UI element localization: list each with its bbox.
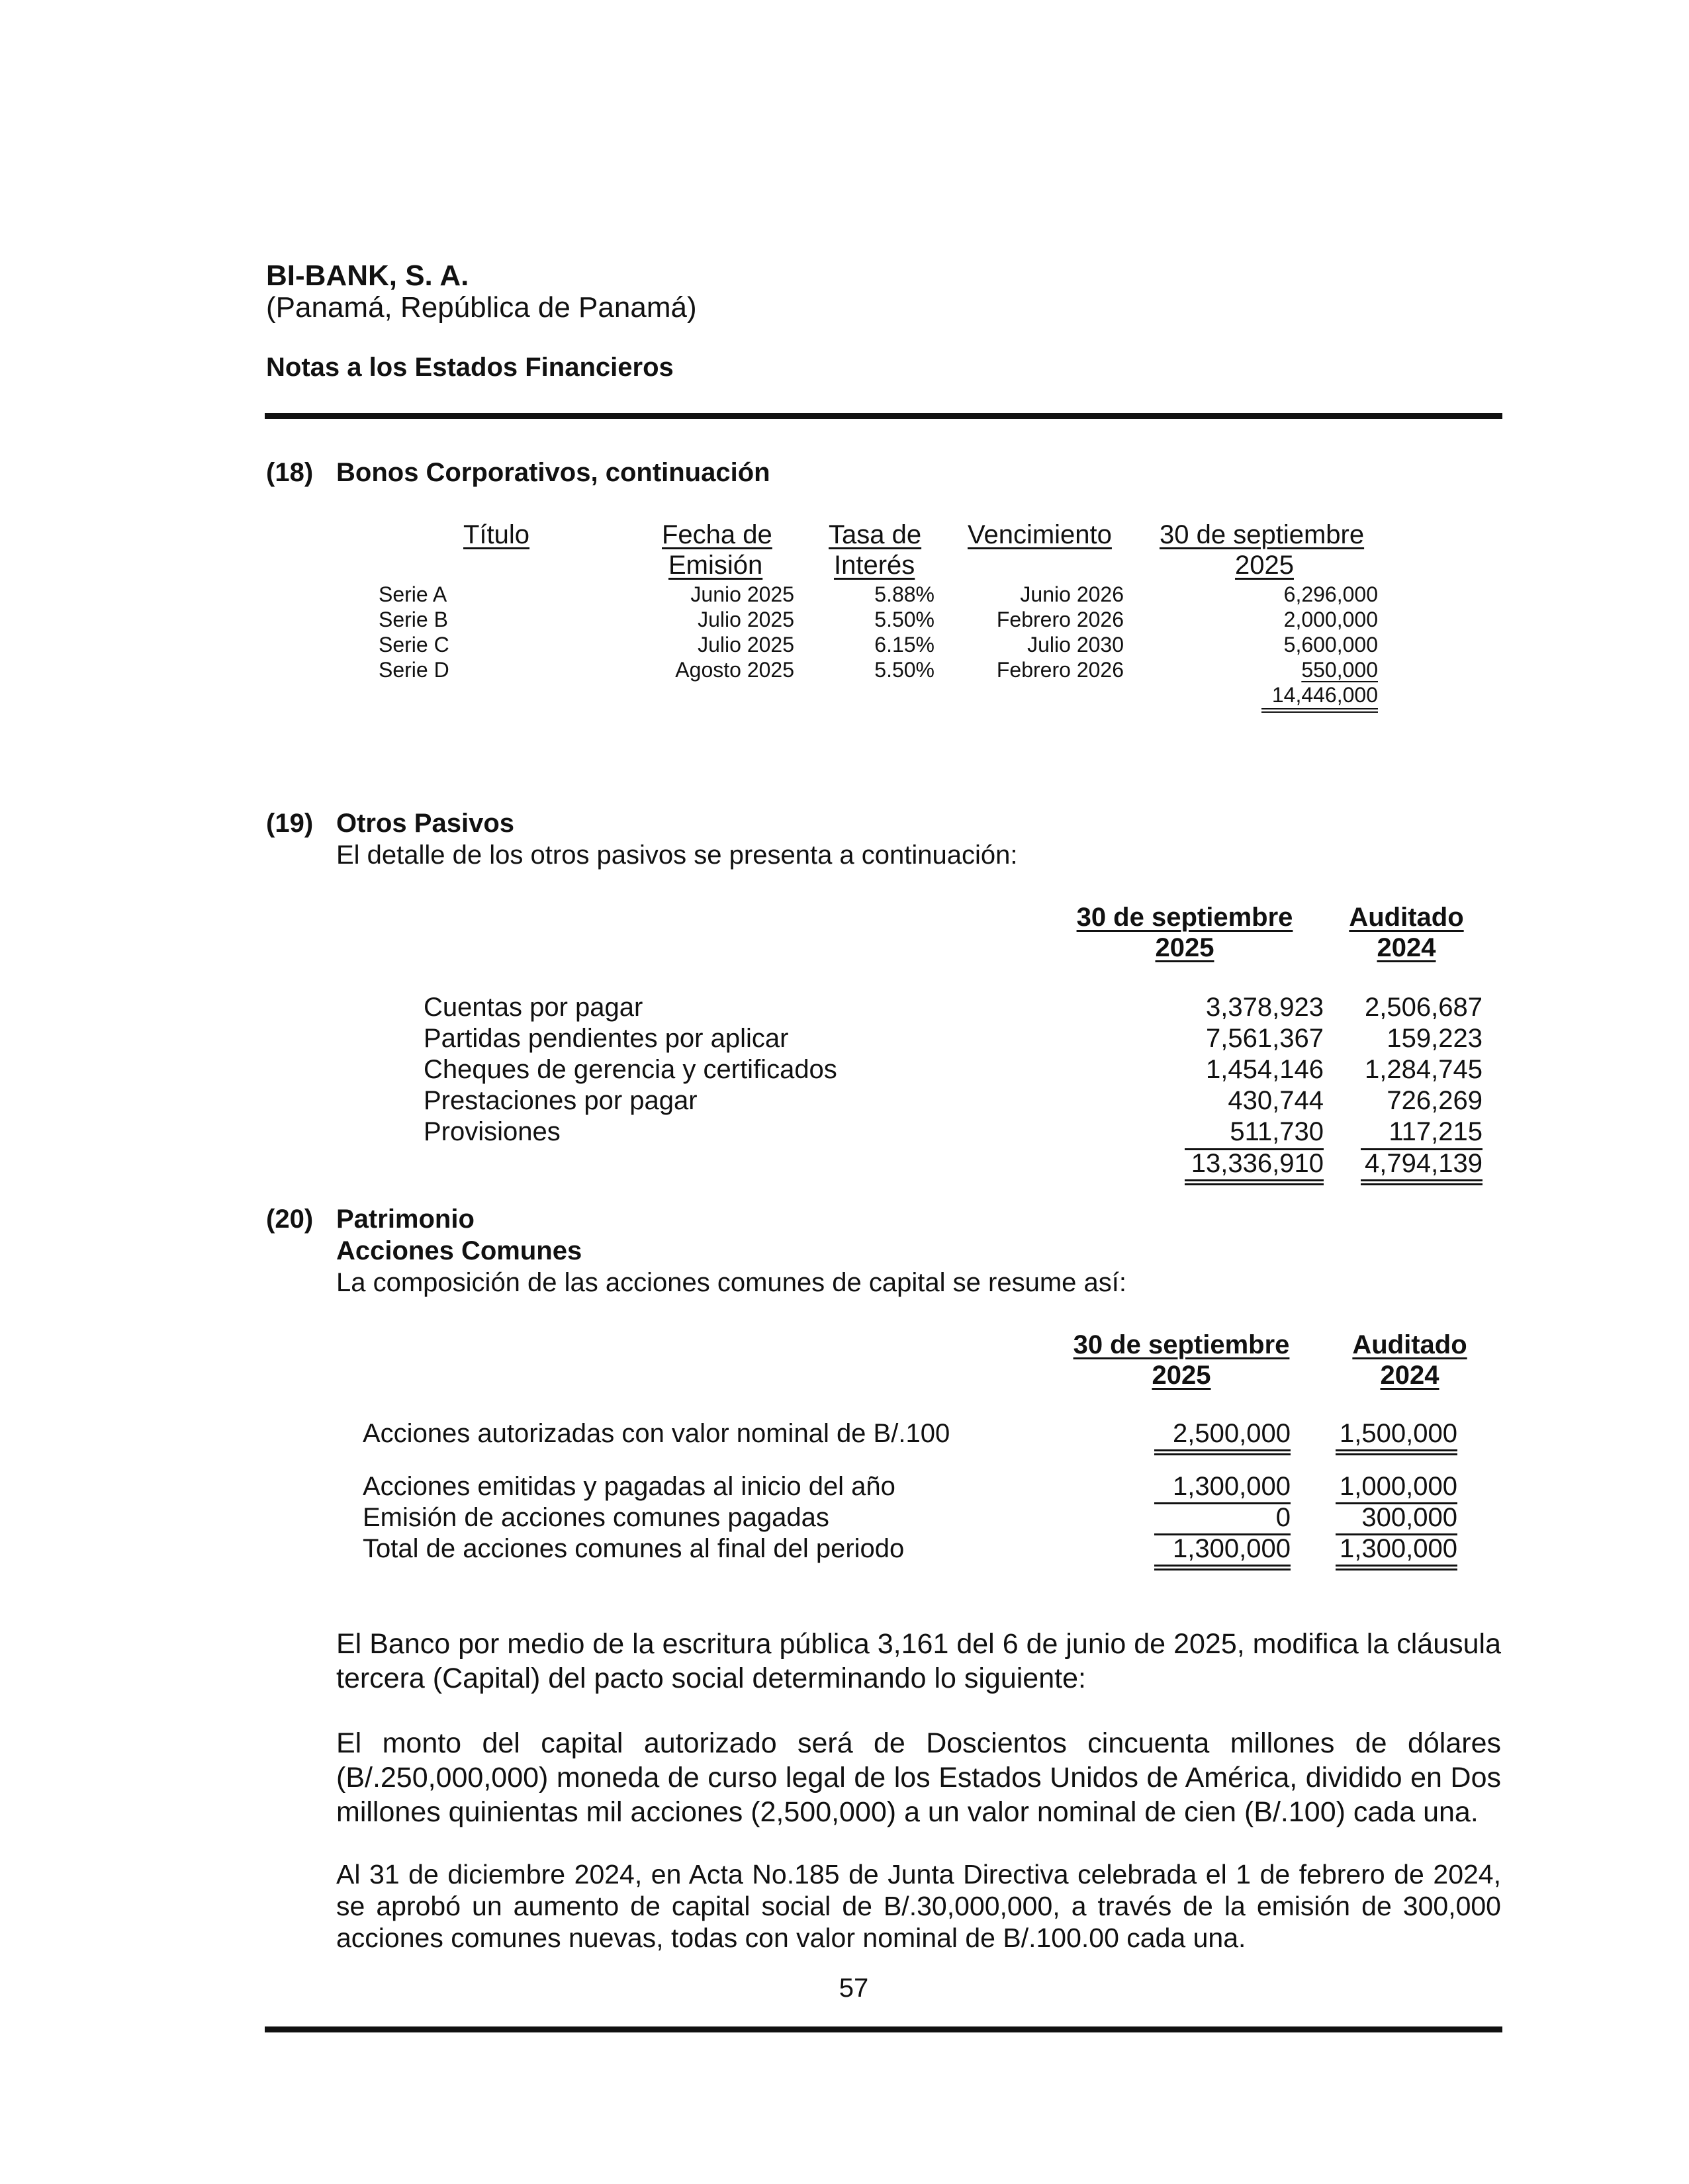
bonds-header-tasa-1: Tasa de: [829, 520, 922, 549]
sh-total-underline: [1336, 1565, 1457, 1567]
bonds-header-fecha-1: Fecha de: [662, 520, 772, 549]
note19-title: Otros Pasivos: [336, 809, 515, 838]
bonds-header-tasa-2: Interés: [834, 551, 915, 580]
bonds-header-fecha-2: Emisión: [668, 551, 763, 580]
sh-row-2025: 0: [1275, 1503, 1291, 1532]
company-location: (Panamá, República de Panamá): [266, 291, 697, 324]
bonds-row-monto: 5,600,000: [1283, 633, 1378, 657]
note20-paragraph-2: El monto del capital autorizado será de Doscientos cincuenta millones de dólares (B/.250,000,000) moneda de curso legal de los Estados Unidos de América, dividido en Dos millones quinientas mil acciones (2,500,000) a un valor nominal de cien (B/.100) cada una.: [336, 1727, 1501, 1828]
ol-header-col2-2: 2024: [1377, 933, 1436, 962]
sh-header-col1-2: 2025: [1152, 1361, 1211, 1390]
ol-row-2024: 1,284,745: [1365, 1055, 1483, 1084]
bonds-row-tasa: 6.15%: [874, 633, 935, 657]
note18-number: (18): [266, 458, 314, 487]
sh-header-col1-1: 30 de septiembre: [1073, 1330, 1290, 1359]
ol-total-underline-2024: [1361, 1183, 1483, 1185]
bonds-total-underline: [1261, 711, 1378, 713]
sh-authorized-underline: [1336, 1453, 1457, 1455]
sh-authorized-label: Acciones autorizadas con valor nominal de B/.100: [363, 1419, 950, 1448]
ol-row-2025: 511,730: [1230, 1117, 1324, 1146]
sh-total-underline: [1154, 1565, 1291, 1567]
bonds-row-monto: 6,296,000: [1283, 582, 1378, 606]
sh-row-label: Emisión de acciones comunes pagadas: [363, 1503, 829, 1532]
sh-row-2025: 1,300,000: [1173, 1472, 1291, 1501]
bonds-total-underline: [1261, 708, 1378, 709]
ol-total-underline-2025: [1185, 1179, 1324, 1181]
sh-authorized-2024: 1,500,000: [1340, 1419, 1457, 1448]
bonds-row-vencimiento: Febrero 2026: [996, 608, 1124, 631]
bonds-row-fecha: Julio 2025: [698, 608, 794, 631]
note19-intro: El detalle de los otros pasivos se presenta a continuación:: [336, 841, 1018, 870]
bonds-header-periodo-1: 30 de septiembre: [1160, 520, 1365, 549]
bonds-row-serie: Serie C: [379, 633, 449, 657]
ol-row-2024: 726,269: [1387, 1086, 1483, 1115]
ol-total-underline-2024: [1361, 1179, 1483, 1181]
bonds-header-vencimiento: Vencimiento: [968, 520, 1112, 549]
bonds-row-fecha: Julio 2025: [698, 633, 794, 657]
bonds-row-fecha: Junio 2025: [690, 582, 794, 606]
top-rule: [265, 413, 1502, 419]
sh-authorized-2025: 2,500,000: [1173, 1419, 1291, 1448]
ol-total-2025: 13,336,910: [1191, 1149, 1324, 1178]
ol-total-2024: 4,794,139: [1365, 1149, 1483, 1178]
bonds-total: 14,446,000: [1271, 683, 1378, 707]
sh-header-col2-1: Auditado: [1352, 1330, 1467, 1359]
sh-row-2024: 1,000,000: [1340, 1472, 1457, 1501]
sh-header-col2-2: 2024: [1380, 1361, 1439, 1390]
sh-authorized-underline: [1336, 1449, 1457, 1451]
ol-row-2025: 430,744: [1228, 1086, 1324, 1115]
bonds-row-tasa: 5.50%: [874, 608, 935, 631]
ol-row-2024: 159,223: [1387, 1024, 1483, 1053]
bonds-row-monto: 2,000,000: [1283, 608, 1378, 631]
ol-row-label: Partidas pendientes por aplicar: [424, 1024, 789, 1053]
bonds-row-monto: 550,000: [1301, 658, 1378, 682]
ol-row-label: Prestaciones por pagar: [424, 1086, 698, 1115]
bonds-row-serie: Serie B: [379, 608, 448, 631]
sh-row-label: Acciones emitidas y pagadas al inicio del año: [363, 1472, 895, 1501]
sh-row-2024: 1,300,000: [1340, 1534, 1457, 1563]
note20-number: (20): [266, 1205, 314, 1234]
ol-header-col2-1: Auditado: [1349, 903, 1464, 932]
ol-row-2024: 117,215: [1389, 1117, 1483, 1146]
note19-number: (19): [266, 809, 314, 838]
ol-row-2024: 2,506,687: [1365, 993, 1483, 1022]
ol-header-col1-1: 30 de septiembre: [1076, 903, 1293, 932]
ol-total-underline-2025: [1185, 1183, 1324, 1185]
ol-header-col1-2: 2025: [1155, 933, 1214, 962]
note20-subtitle: Acciones Comunes: [336, 1236, 582, 1265]
bonds-header-titulo: Título: [463, 520, 530, 549]
note20-paragraph-3: Al 31 de diciembre 2024, en Acta No.185 de Junta Directiva celebrada el 1 de febrero de 2024, se aprobó un aumento de capital social de B/.30,000,000, a través de la emisión de 300,000 acciones comunes nuevas, todas con valor nominal de B/.100.00 cada una.: [336, 1859, 1501, 1953]
sh-authorized-underline: [1154, 1453, 1291, 1455]
note20-intro: La composición de las acciones comunes de capital se resume así:: [336, 1268, 1126, 1297]
ol-row-label: Provisiones: [424, 1117, 561, 1146]
ol-row-label: Cheques de gerencia y certificados: [424, 1055, 837, 1084]
sh-total-underline: [1154, 1569, 1291, 1570]
bonds-row-vencimiento: Febrero 2026: [996, 658, 1124, 682]
note20-title: Patrimonio: [336, 1205, 475, 1234]
ol-row-2025: 7,561,367: [1206, 1024, 1324, 1053]
bonds-header-periodo-2: 2025: [1235, 551, 1294, 580]
sh-row-label: Total de acciones comunes al final del periodo: [363, 1534, 905, 1563]
sh-row-2025: 1,300,000: [1173, 1534, 1291, 1563]
ol-row-2025: 3,378,923: [1206, 993, 1324, 1022]
bonds-row-serie: Serie A: [379, 582, 447, 606]
note20-paragraph-1: El Banco por medio de la escritura pública 3,161 del 6 de junio de 2025, modifica la cláusula tercera (Capital) del pacto social determinando lo siguiente:: [336, 1628, 1501, 1694]
ol-row-label: Cuentas por pagar: [424, 993, 643, 1022]
bonds-row-vencimiento: Junio 2026: [1020, 582, 1124, 606]
sh-authorized-underline: [1154, 1449, 1291, 1451]
bonds-row-tasa: 5.50%: [874, 658, 935, 682]
sh-row-2024: 300,000: [1361, 1503, 1457, 1532]
ol-row-2025: 1,454,146: [1206, 1055, 1324, 1084]
bonds-row-vencimiento: Julio 2030: [1027, 633, 1124, 657]
sh-total-underline: [1336, 1569, 1457, 1570]
bonds-row-tasa: 5.88%: [874, 582, 935, 606]
note18-title: Bonos Corporativos, continuación: [336, 458, 770, 487]
page-subtitle: Notas a los Estados Financieros: [266, 353, 674, 382]
bonds-row-serie: Serie D: [379, 658, 449, 682]
bottom-rule: [265, 2026, 1502, 2032]
page-number: 57: [839, 1974, 869, 2003]
bonds-row-fecha: Agosto 2025: [675, 658, 794, 682]
company-name: BI-BANK, S. A.: [266, 259, 469, 292]
